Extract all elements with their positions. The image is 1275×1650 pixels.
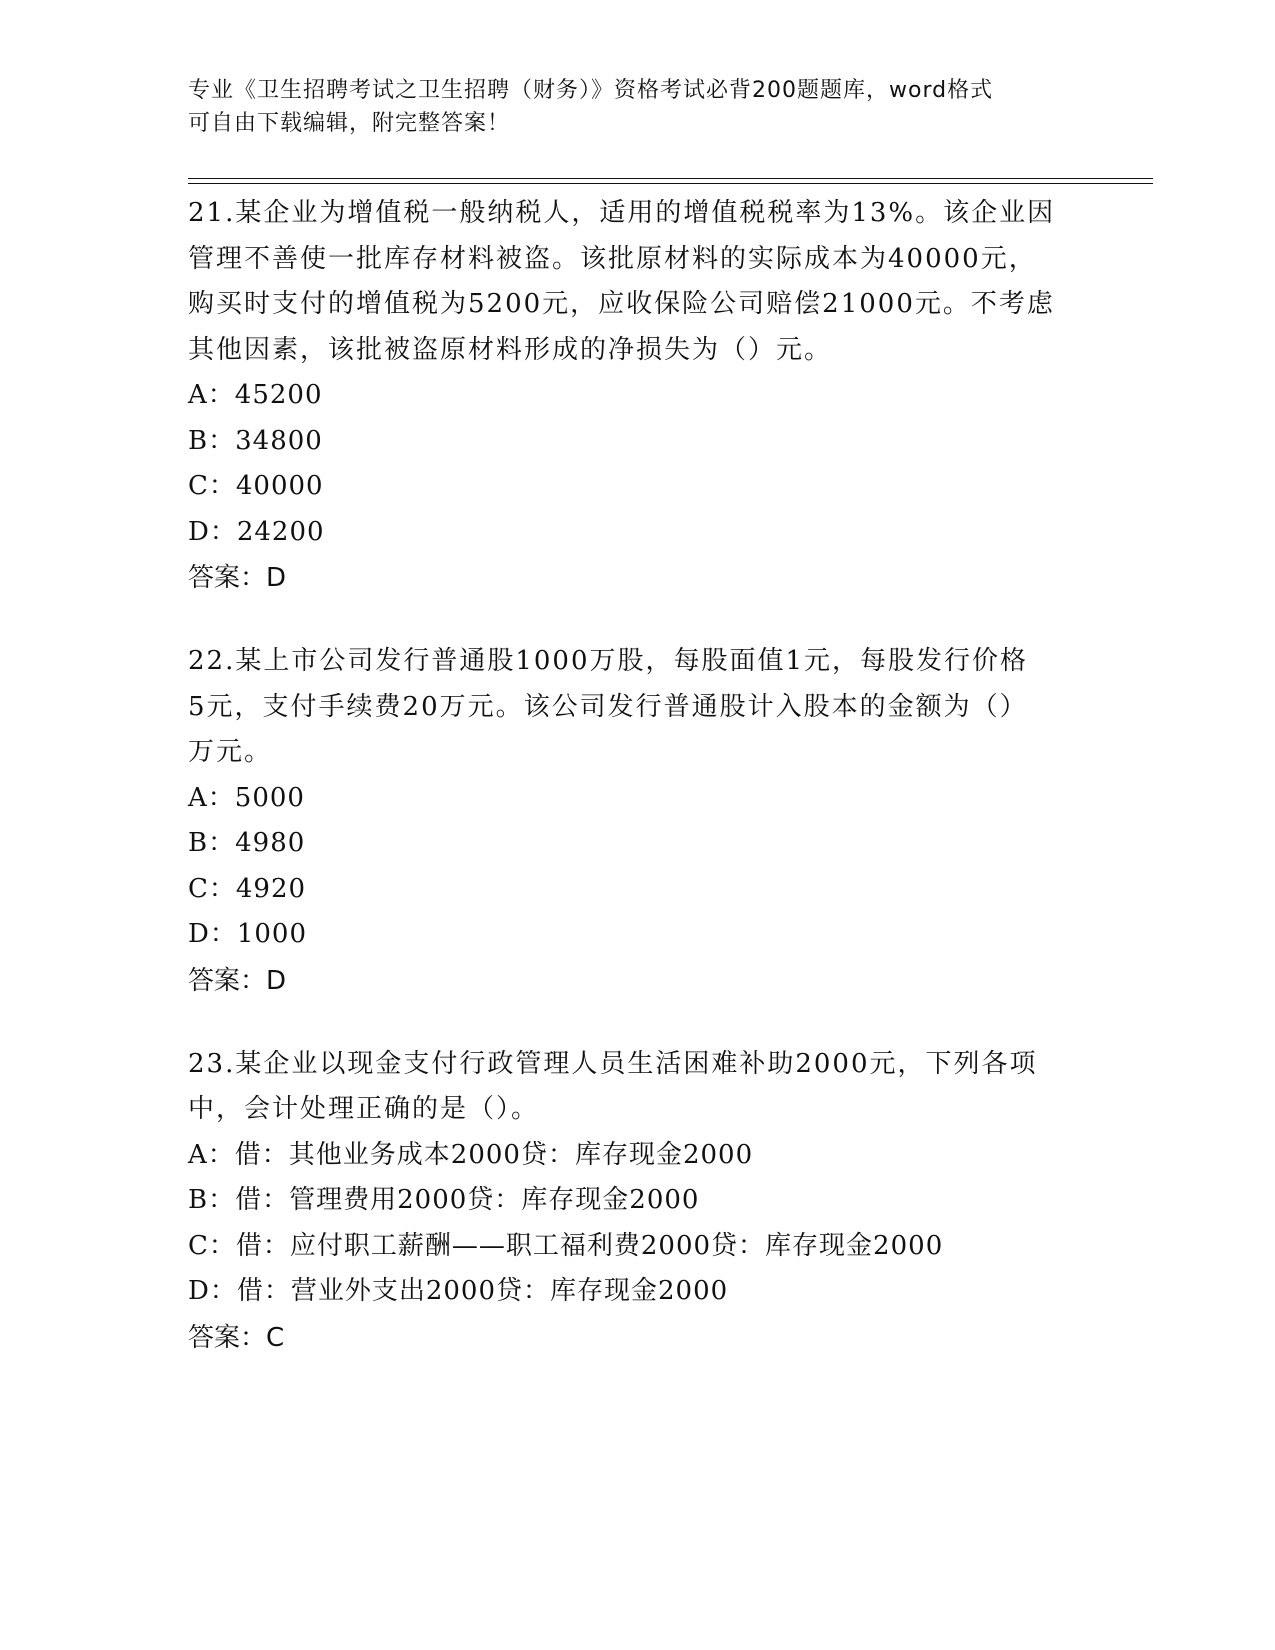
option-a: A：45200 — [188, 380, 323, 410]
question-22 — [188, 639, 1088, 1004]
stem-line: 22.某上市公司发行普通股1000万股，每股面值1元，每股发行价格 — [188, 646, 1029, 676]
option-b: B：借：管理费用2000贷：库存现金2000 — [188, 1185, 700, 1215]
option-d: D：1000 — [188, 919, 308, 949]
stem-line: 万元。 — [188, 737, 273, 767]
header-title-line-2: 可自由下载编辑，附完整答案！ — [188, 111, 511, 136]
option-c: C：借：应付职工薪酬——职工福利费2000贷：库存现金2000 — [188, 1230, 944, 1261]
option-b: B：4980 — [188, 828, 306, 858]
stem-line: 21.某企业为增值税一般纳税人，适用的增值税税率为13%。该企业因 — [188, 198, 1056, 228]
question-stem — [188, 639, 1088, 776]
option-d: D：借：营业外支出2000贷：库存现金2000 — [188, 1276, 729, 1306]
option-d: D：24200 — [188, 516, 325, 547]
header-divider-top — [188, 178, 1153, 179]
option-c: C：40000 — [188, 471, 324, 501]
question-list — [188, 188, 1088, 1399]
stem-line: 5元，支付手续费20万元。该公司发行普通股计入股本的金额为（） — [188, 691, 1028, 722]
option-a: A：借：其他业务成本2000贷：库存现金2000 — [188, 1139, 754, 1170]
stem-line: 购买时支付的增值税为5200元，应收保险公司赔偿21000元。不考虑 — [188, 289, 1055, 319]
question-stem — [188, 1042, 1088, 1133]
question-23 — [188, 1042, 1088, 1361]
question-stem — [188, 191, 1088, 373]
stem-line: 管理不善使一批库存材料被盗。该批原材料的实际成本为40000元， — [188, 243, 1037, 274]
stem-line: 23.某企业以现金支付行政管理人员生活困难补助2000元，下列各项 — [188, 1048, 1038, 1079]
answer-line: 答案：D — [188, 563, 287, 593]
stem-line: 其他因素，该批被盗原材料形成的净损失为（）元。 — [188, 334, 833, 365]
header-title-line-1: 专业《卫生招聘考试之卫生招聘（财务）》资格考试必背200题题库，word格式 — [188, 78, 994, 103]
option-a: A：5000 — [188, 782, 305, 813]
header-divider-bottom — [188, 183, 1153, 184]
option-c: C：4920 — [188, 873, 307, 904]
stem-line: 中，会计处理正确的是（）。 — [188, 1094, 540, 1124]
option-b: B：34800 — [188, 425, 323, 456]
question-21 — [188, 191, 1088, 601]
answer-line: 答案：D — [188, 965, 287, 996]
answer-line: 答案：C — [188, 1322, 285, 1353]
document-header — [188, 74, 1088, 140]
